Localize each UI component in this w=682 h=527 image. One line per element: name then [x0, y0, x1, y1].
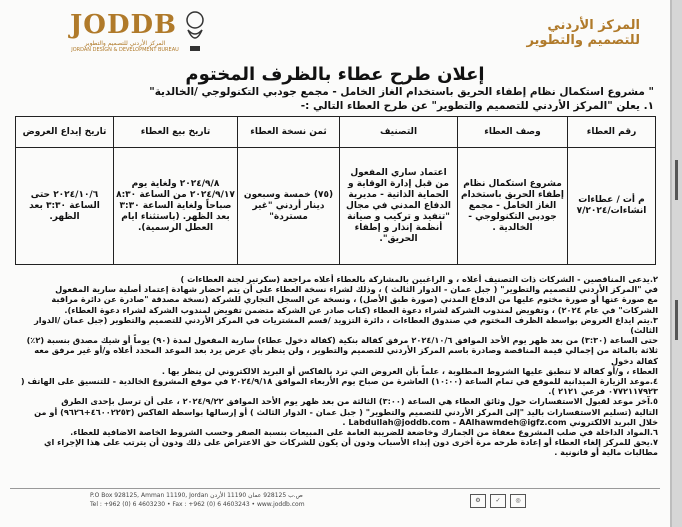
note-line: في "المركز الأردني للتصميم والتطوير" ( جبل عمان - الدوار الثالث ) ، وذلك لشراء نسخة العطاء على أن يتم احضار شهادة إعتماد أصلية سارية المفعول: [55, 284, 658, 295]
header-tender-number: رقم العطاء: [568, 117, 656, 148]
emblem-icon: [180, 8, 210, 54]
quality-cert-icon: ✓: [490, 494, 506, 508]
footer-contact: [90, 492, 305, 510]
project-line: " مشروع استكمال نظام إطفاء الحريق باستخدام الغاز الخامل - مجمع جودبي التكنولوجي /الخالدية": [149, 86, 654, 98]
header-sale-date: تاريخ بيع العطاء: [114, 117, 238, 148]
announcement-title: إعلان طرح عطاء بالظرف المختوم: [185, 64, 485, 85]
cell-submission-date: ٢٠٢٤/١٠/٦ حتى الساعة ٣:٣٠ بعد الظهر.: [16, 148, 114, 265]
org-name-line2: للتصميم والتطوير: [526, 33, 640, 48]
note-line: الشركات" في عام ٢٠٢٤) ، وتفويض لمندوب الشركة لشراء دعوة العطاء (كتاب صادر عن الشركة متضمن تفويض لمندوب الشركة لشراء دعوة العطاء).: [64, 304, 658, 315]
note-line: ٤.موعد الزيارة الميدانية للموقع في تمام الساعة (١٠:٠٠) العاشرة من صباح يوم الأربعاء الموافق ٢٠٢٤/٩/١٨ في موقع المشروع الخالدية - للتنسيق على الهاتف (: [20, 376, 658, 387]
cell-sale-date: ٢٠٢٤/٩/٨ ولغاية يوم ٢٠٢٤/٩/١٧ من الساعة ٨:٣٠ صباحاً ولغاية الساعة ٣:٣٠ بعد الظهر. (باستثناء ايام العطل الرسمية).: [114, 148, 238, 265]
note-line: ٦.المواد الداخلة في صلب المشروع معفاة من الجمارك وخاضعة للضريبة العامة على المبيعات بنسبة الصفر وحسب الشروط الخاصة الاضافية للعطاء.: [70, 427, 658, 438]
note-line: ٢.يدعى المناقصين - الشركات ذات التصنيف أعلاه ، و الراغبين بالمشاركة بالعطاء أعلاه مراجعة (سكرتير لجنة العطاءات ): [180, 274, 658, 284]
note-line: ٥.آخر موعد لقبول الاستفسارات حول وثائق العطاء هي الساعة (٣:٠٠) الثالثة من بعد ظهر يوم الأحد الموافق ٢٠٢٤/٩/٢٢ ، على أن ترسل بإحدى الطرق: [61, 396, 658, 407]
scroll-marker: [675, 300, 678, 340]
cell-copy-price: (٧٥) خمسة وسبعون دينار أردني "غير مستردة": [238, 148, 340, 265]
notes-section: [12, 274, 658, 458]
scroll-marker: [675, 160, 678, 200]
certification-logos: [470, 494, 550, 508]
cell-tender-description: مشروع استكمال نظام إطفاء الحريق باستخدام الغاز الخامل - مجمع جودبي التكنولوجي - الخالدية .: [458, 148, 568, 265]
table-row: [16, 148, 656, 265]
announce-line: ١. يعلن "المركز الأردني للتصميم والتطوير" عن طرح العطاء التالي :-: [300, 100, 654, 112]
note-line: مع صورة عنها أو صورة مختوم عليها من الدفاع المدني (صورة طبق الأصل) ، ونسخة عن السجل التجاري للشركة (نسخة مصدقة "صادرة عن دائرة مراقبة: [51, 294, 658, 305]
footer-phone-fax-web: Tel : +962 (0) 6 4603230 • Fax : +962 (0) 6 4603243 • www.joddb.com: [90, 501, 305, 508]
tender-table: [15, 116, 656, 265]
header-tender-description: وصف العطاء: [458, 117, 568, 148]
note-line: التالية (تسليم الاستفسارات باليد "إلى المركز الأردني للتصميم والتطوير" ( جبل عمان - الدوار الثالث ) أو إرسالها بواسطة الفاكس (٤٦٠٠٢٢٥٣+٩٦٢٦) أو من: [34, 406, 658, 417]
table-header-row: [16, 117, 656, 148]
org-name-line1: المركز الأردني: [547, 18, 640, 33]
header-classification: التصنيف: [340, 117, 458, 148]
logo-text: JODDB: [70, 10, 178, 40]
header-copy-price: ثمن نسخة العطاء: [238, 117, 340, 148]
header-submission-date: تاريخ إيداع العروض: [16, 117, 114, 148]
letterhead: [10, 6, 660, 64]
viewer-scroll-strip[interactable]: [672, 0, 682, 527]
logo-subtitle-ar: المركز الأردني للتصميم والتطوير: [84, 40, 166, 47]
footer-po-box: P.O Box 928125, Amman 11190, Jordan ص.ب 928125 عمان 11190 الأردن: [90, 492, 303, 499]
note-line: مطالبات مالية أو قانونية .: [554, 447, 658, 458]
footer-divider: [10, 488, 660, 489]
cell-tender-number: م أت / عطاءات انشاءات/٧/٢٠٢٤: [568, 148, 656, 265]
note-line: ٣.يتم ايداع العروض بواسطة الظرف المختوم في صندوق العطاءات ، دائرة التزويد /قسم المشتريات في المركز الأردني للتصميم والتطوير (جبل عمان /الدوار الثالث): [34, 314, 658, 336]
cell-classification: اعتماد ساري المفعول من قبل إدارة الوقاية و الحماية الذاتية - مديرية الدفاع المدني في مجال "تنفيذ و تركيب و صيانة أنظمة إنذار و إطفاء الحريق".: [340, 148, 458, 265]
note-line: حتى الساعة (٣:٣٠) من بعد ظهر يوم الأحد الموافق ٢٠٢٤/١٠/٦ مرفق كفالة بنكية (كفالة دخول عطاء) سارية المفعول لمدة (٩٠) يوماً أو شيك مصدق بنسبة (٢٪): [26, 335, 658, 346]
note-line: خلال البريد الالكتروني Labdullah@joddb.com - AAlhawmdeh@igfz.com .: [342, 416, 658, 427]
note-line: العطاء ، و/أو كفالة لا تنطبق عليها الشروط المطلوبة ، علماً بأن العروض التي ترد بالفاكس أو البريد الالكتروني لن ينظر بها .: [161, 365, 658, 376]
iso-cert-icon: ⚙: [470, 494, 486, 508]
logo-subtitle-en: JORDAN DESIGN & DEVELOPMENT BUREAU: [71, 47, 179, 53]
note-line: ٠٧٧٢١١٧٩٢٣ فرعي ٢١٢١ ).: [548, 386, 658, 397]
note-line: ثلاثة بالمائة من إجمالي قيمة المناقصة وصادرة باسم المركز الأردني للتصميم والتطوير ، ولن ينظر بأي عرض يرد بعد الموعد المحدد أعلاه و/أو غير مرفق معه كفالة دخول: [34, 345, 658, 366]
note-line: ٧.يحق للمركز إلغاء العطاء أو إعادة طرحه مرة أخرى دون إبداء الأسباب ودون أن يكون للشركات حق الاعتراض على ذلك ودون أن يترتب على هذا الإجراء اي: [43, 437, 658, 448]
standard-cert-icon: ◎: [510, 494, 526, 508]
org-name: [526, 18, 640, 48]
joddb-logo: [70, 10, 180, 60]
